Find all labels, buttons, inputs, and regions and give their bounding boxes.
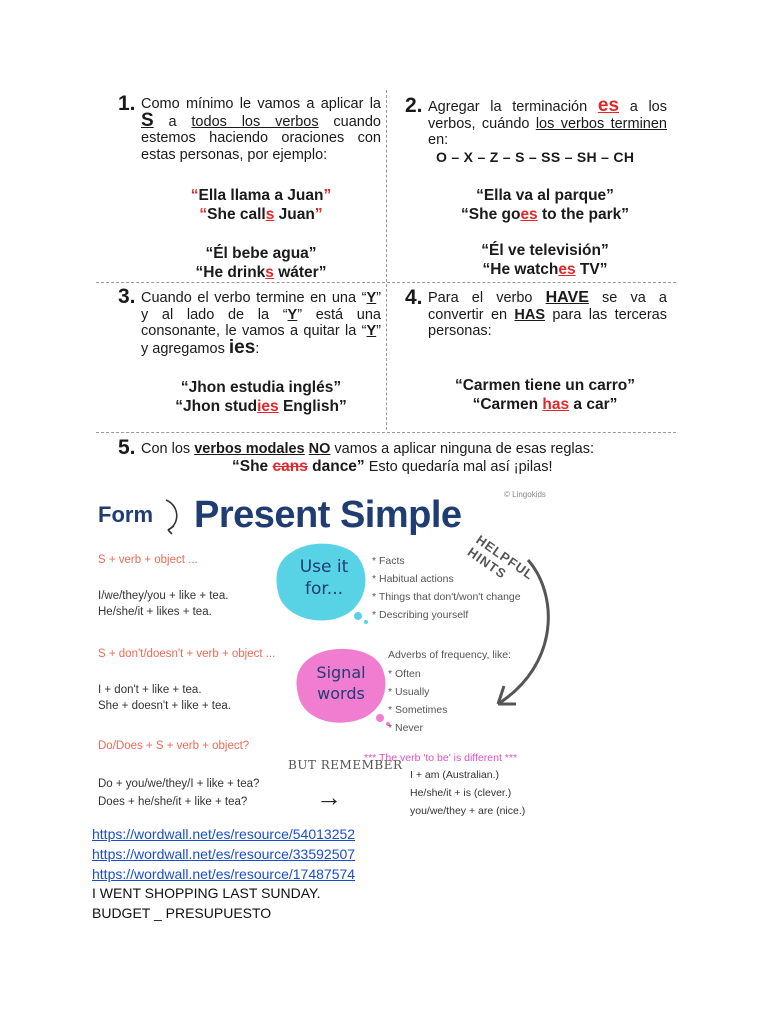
adverb-item-1: * Often [388,668,421,680]
vertical-divider-top [386,90,387,282]
example-question-1: Do + you/we/they/I + like + tea? [98,778,260,790]
section-3-number: 3. [118,285,136,308]
section-2-underlined: los verbos terminen [535,115,667,132]
section-5-no: NO [308,441,331,457]
example-affirmative-1: I/we/they/you + like + tea. [98,590,229,602]
section-1-underlined: todos los verbos [191,113,319,130]
adverbs-title: Adverbs of frequency, like: [388,649,511,661]
section-2-number: 2. [405,94,423,117]
section-3-y: Y [366,290,377,306]
rule-affirmative: S + verb + object ... [98,554,198,566]
example-affirmative-2: He/she/it + likes + tea. [98,606,212,618]
example-english: dance” [307,458,365,475]
example-suffix: es [520,206,538,223]
section-1-text [141,96,381,163]
example-english: to the park” [537,206,629,223]
section-4-number: 4. [405,286,423,309]
uses-item-3: * Things that don't/won't change [372,591,521,603]
section-5-number: 5. [118,436,136,459]
section-3-y: Y [366,323,377,339]
signal-words-label: Signal words [316,663,366,703]
section-2-text-part: en: [428,132,449,148]
section-3-text-part: ” está una consonante, le vamos a quitar la “ [141,306,381,339]
section-1-example-1 [141,186,381,224]
section-3-text-part: ” y agregamos [141,323,381,357]
wordwall-link-1[interactable]: https://wordwall.net/es/resource/54013252 [92,826,356,842]
use-it-for-label: Use it for... [299,557,349,599]
quote-mark: ” [314,206,323,223]
section-4-text-part: para las terceras personas: [428,306,667,339]
to-be-item-2: He/she/it + is (clever.) [410,787,512,799]
curved-arrow-icon [162,496,184,536]
example-english: a car” [569,396,618,413]
infographic-credit: © Lingokids [504,490,546,499]
example-spanish: “Ella va al parque” [476,187,614,204]
present-simple-infographic [92,482,572,822]
to-be-item-3: you/we/they + are (nice.) [410,805,526,817]
section-2-text [428,95,667,149]
section-3-text [141,290,381,357]
example-spanish: Ella llama a Juan [198,187,324,204]
section-1-text-part: Como mínimo le vamos a aplicar la [141,96,381,112]
section-1-s-letter: S [141,109,154,131]
example-suffix: has [542,396,570,413]
section-3-y: Y [287,306,298,323]
example-negative-1: I + don't + like + tea. [98,684,202,696]
section-3-ies: ies [228,336,256,358]
vertical-divider-bottom [386,284,387,430]
section-4-has: HAS [514,306,546,323]
example-english: She call [207,206,266,223]
quote-mark: ” [323,187,332,204]
section-2-example-2 [420,241,670,279]
form-label: Form [98,502,153,527]
infographic-title: Present Simple [194,494,462,536]
uses-item-4: * Describing yourself [372,609,469,621]
section-1-example-2 [141,244,381,282]
example-spanish: “Él ve televisión” [481,242,609,259]
rule-question: Do/Does + S + verb + object? [98,740,250,752]
quote-mark: “ [190,187,199,204]
wordwall-link-2[interactable]: https://wordwall.net/es/resource/33592507 [92,846,356,862]
section-5-text-part: Con los [141,441,195,457]
example-english: “She go [461,206,521,223]
note-budget: BUDGET _ PRESUPUESTO [92,905,272,921]
struck-word: cans [272,458,308,475]
section-2-es-suffix: es [597,95,620,116]
section-1-number: 1. [118,92,136,115]
example-english: “He drink [195,264,266,281]
example-suffix: s [265,264,274,281]
adverb-item-2: * Usually [388,686,430,698]
right-arrow-icon: → [316,782,342,812]
example-english: “He watch [482,261,559,278]
right-curved-arrow-icon [478,554,568,724]
example-spanish: “Jhon estudia inglés” [180,379,342,396]
section-5-underlined: verbos modales [194,441,305,457]
uses-item-2: * Habitual actions [372,573,454,585]
section-5-text [141,441,681,458]
example-english: “She [232,458,273,475]
helpful-hints-label: HELPFUL HINTS [464,532,537,583]
example-suffix: ies [257,398,279,415]
horizontal-divider-1 [96,282,676,283]
section-4-text-part: Para el verbo [428,290,546,306]
but-remember-label: BUT REMEMBER [288,758,403,772]
section-2-endings: O – X – Z – S – SS – SH – CH [436,149,635,165]
to-be-item-1: I + am (Australian.) [410,769,499,781]
example-suffix: es [558,261,576,278]
example-suffix: s [265,206,275,223]
section-3-text-part: Cuando el verbo termine en una “ [141,290,367,306]
adverb-item-4: * Never [388,722,424,734]
section-3-text-part: ” y al lado de la “ [141,290,381,323]
to-be-title: *** The verb 'to be' is different *** [364,752,518,764]
wordwall-link-3[interactable]: https://wordwall.net/es/resource/17487574 [92,866,356,882]
example-english: wáter” [273,264,327,281]
section-4-example [420,376,670,414]
horizontal-divider-2 [96,432,676,433]
example-english: TV” [575,261,608,278]
section-2-text-part: Agregar la terminación [428,99,598,115]
section-1-text-part: cuando estemos haciendo oraciones con estas personas, por ejemplo: [141,113,381,163]
section-2-text-part: a los verbos, cuándo [428,99,667,132]
section-5-example [232,459,672,476]
adverb-item-3: * Sometimes [388,704,448,716]
example-english: English” [278,398,347,415]
section-4-text [428,290,667,340]
example-spanish: “Él bebe agua” [205,245,317,262]
example-spanish: “Carmen tiene un carro” [454,377,636,394]
section-2-example-1 [420,186,670,224]
section-3-example [141,378,381,416]
example-english: “Carmen [472,396,543,413]
section-3-text-part: : [255,340,260,357]
section-4-text-part: se va a convertir en [428,290,667,323]
uses-item-1: * Facts [372,555,405,567]
quote-mark: “ [199,206,208,223]
rule-negative: S + don't/doesn't + verb + object ... [98,648,276,660]
example-english: Juan [274,206,315,223]
example-question-2: Does + he/she/it + like + tea? [98,796,248,808]
note-shopping: I WENT SHOPPING LAST SUNDAY. [92,885,321,901]
section-5-text-part: vamos a aplicar ninguna de esas reglas: [330,441,594,457]
section-1-text-part: a [153,113,192,130]
example-english: “Jhon stud [175,398,258,415]
section-5-remark: Esto quedaría mal así ¡pilas! [364,459,553,475]
example-negative-2: She + doesn't + like + tea. [98,700,231,712]
section-4-have: HAVE [545,289,589,306]
